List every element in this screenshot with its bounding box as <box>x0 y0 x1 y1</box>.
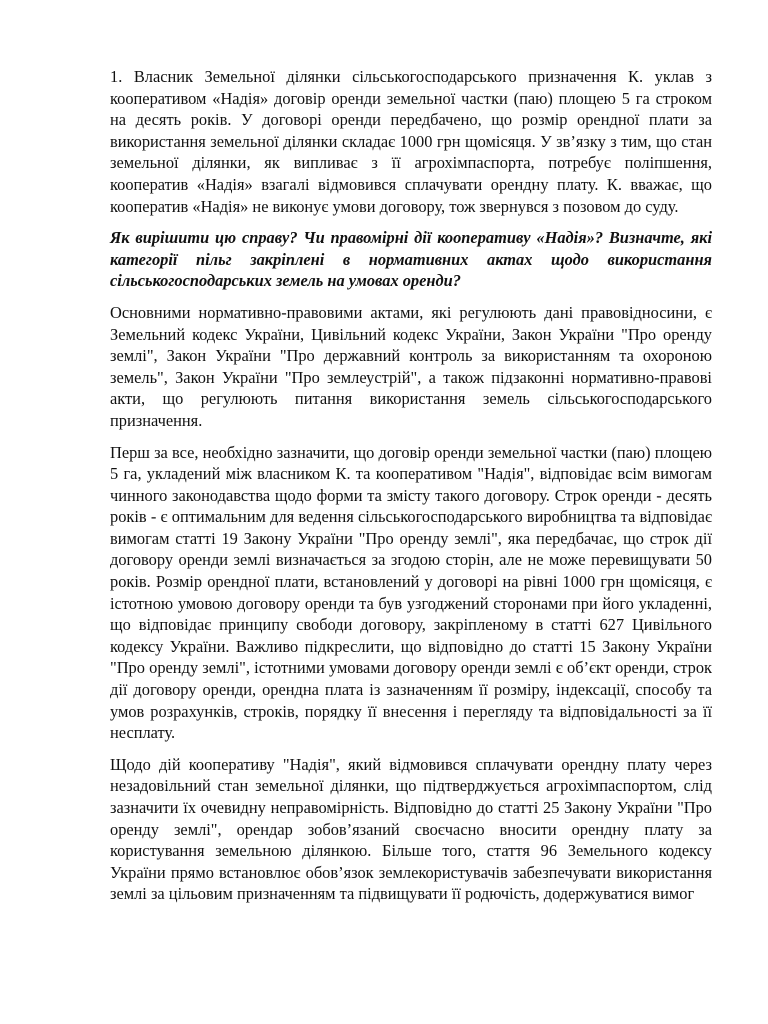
answer-paragraph-contract: Перш за все, необхідно зазначити, що договір оренди земельної частки (паю) площею 5 га, укладений між власником К. та кооперативом "Надія", відповідає всім вимогам чинного законодавства щодо форми та змісту такого договору. Строк оренди - десять років - є оптимальним для ведення сільськогосподарського виробництва та відповідає вимогам статті 19 Закону України "Про оренду землі", яка передбачає, що строк дії договору оренди землі визначається за згодою сторін, але не може перевищувати 50 років. Розмір орендної плати, встановлений у договорі на рівні 1000 грн щомісяця, є істотною умовою договору оренди та був узгоджений сторонами при його укладенні, що відповідає принципу свободи договору, закріпленому в статті 627 Цивільного кодексу України. Важливо підкреслити, що відповідно до статті 15 Закону України "Про оренду землі", істотними умовами договору оренди землі є об’єкт оренди, строк дії договору оренди, орендна плата із зазначенням її розміру, індексації, способу та умов розрахунків, строків, порядку її внесення і перегляду та відповідальності за її несплату. <box>110 442 712 743</box>
question-paragraph: Як вирішити цю справу? Чи правомірні дії кооперативу «Надія»? Визначте, які категорії пільг закріплені в нормативних актах щодо використання сільськогосподарських земель на умовах оренди? <box>110 228 712 291</box>
answer-paragraph-cooperative: Щодо дій кооперативу "Надія", який відмовився сплачувати орендну плату через незадовільний стан земельної ділянки, що підтверджується агрохімпаспортом, слід зазначити їх очевидну неправомірність. Відповідно до статті 25 Закону України "Про оренду землі", орендар зобов’язаний своєчасно вносити орендну плату за користування земельною ділянкою. Більше того, стаття 96 Земельного кодексу України прямо встановлює обов’язок землекористувачів забезпечувати використання землі за цільовим призначенням та підвищувати її родючість, додержуватися вимог <box>110 754 712 904</box>
document-page <box>110 66 712 915</box>
answer-paragraph-legal-acts: Основними нормативно-правовими актами, які регулюють дані правовідносини, є Земельний кодекс України, Цивільний кодекс України, Закон України "Про оренду землі", Закон України "Про державний контроль за використанням та охороною земель", Закон України "Про землеустрій", а також підзаконні нормативно-правові акти, що регулюють питання використання земель сільськогосподарського призначення. <box>110 302 712 430</box>
case-paragraph: 1. Власник Земельної ділянки сільськогосподарського призначення К. уклав з кооперативом «Надія» договір оренди земельної частки (паю) площею 5 га строком на десять років. У договорі оренди передбачено, що розмір орендної плати за використання земельної ділянки складає 1000 грн щомісяця. У зв’язку з тим, що стан земельної ділянки, як випливає з її агрохімпаспорта, потребує поліпшення, кооператив «Надія» взагалі відмовився сплачувати орендну плату. К. вважає, що кооператив «Надія» не виконує умови договору, тож звернувся з позовом до суду. <box>110 67 712 216</box>
